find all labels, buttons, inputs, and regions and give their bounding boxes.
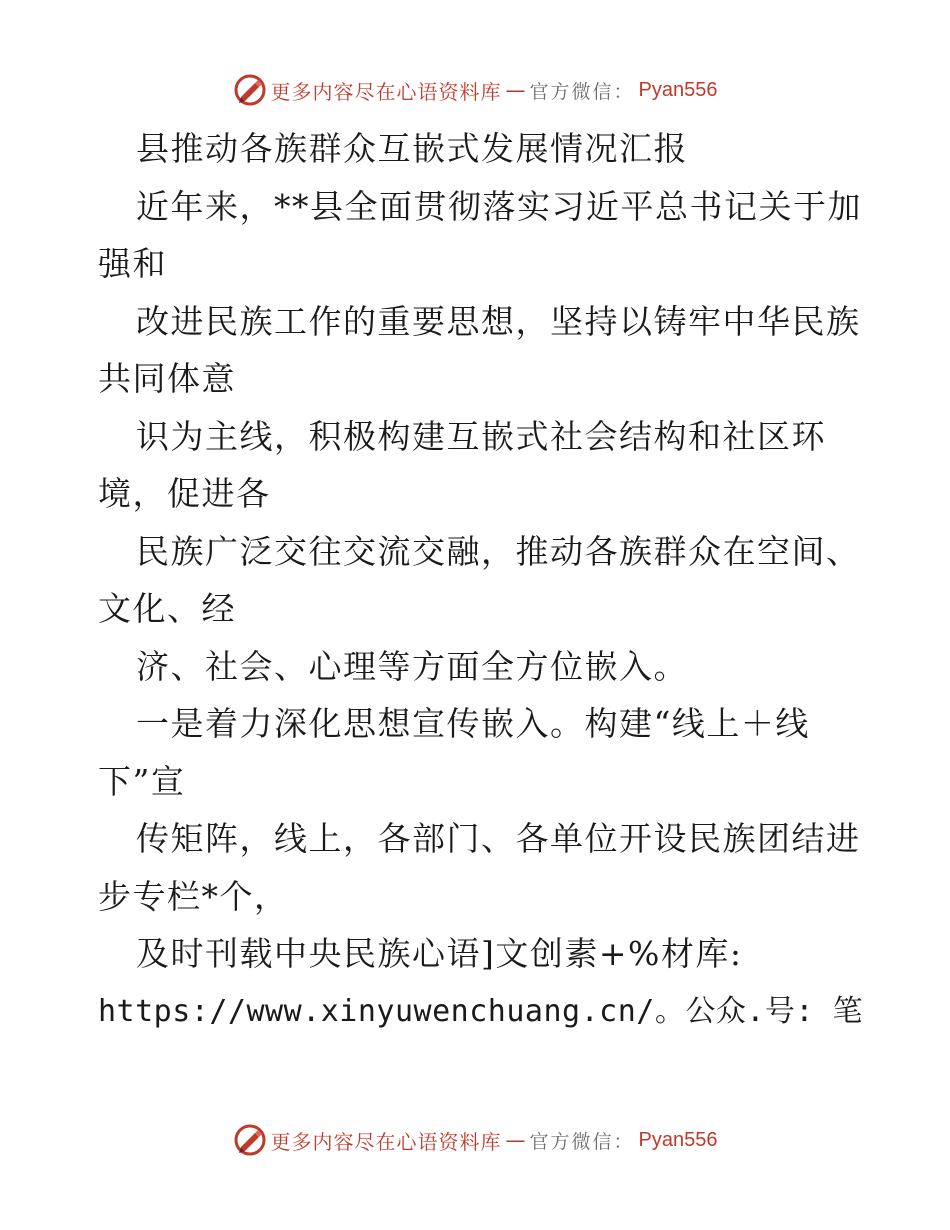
document-title: 县推动各族群众互嵌式发展情况汇报 bbox=[136, 129, 688, 168]
text-line: 济、社会、心理等方面全方位嵌入。 bbox=[136, 646, 688, 686]
banner-wechat-label: 官方微信： bbox=[529, 1130, 635, 1153]
banner-dash: — bbox=[505, 1128, 526, 1152]
text-line: 传矩阵，线上，各部门、各单位开设民族团结进 bbox=[136, 819, 861, 858]
text-line: 强和 bbox=[98, 244, 167, 283]
text-line: 识为主线，积极构建互嵌式社会结构和社区环 bbox=[136, 416, 826, 456]
text-line: 境，促进各 bbox=[98, 474, 271, 513]
text-line: 共同体意 bbox=[98, 359, 236, 398]
text-line: 民族广泛交往交流交融，推动各族群众在空间、 bbox=[136, 531, 861, 571]
banner-slogan: 更多内容尽在心语资料库 bbox=[270, 79, 502, 104]
header-banner bbox=[0, 70, 950, 110]
pen-logo-icon bbox=[233, 1123, 267, 1157]
banner-slogan: 更多内容尽在心语资料库 bbox=[270, 1129, 502, 1154]
text-line: 步专栏*个， bbox=[98, 876, 289, 916]
banner-wechat-id: Pyan556 bbox=[638, 78, 718, 101]
text-line: 改进民族工作的重要思想，坚持以铸牢中华民族 bbox=[136, 301, 861, 341]
pen-logo-icon bbox=[233, 73, 267, 107]
banner-wechat-id: Pyan556 bbox=[638, 1128, 718, 1151]
text-line: 下”宣 bbox=[98, 761, 186, 801]
url-text-line: https://www.xinyuwenchuang.cn/。公众.号: 笔 bbox=[98, 993, 864, 1029]
footer-banner bbox=[0, 1120, 950, 1160]
text-line: 近年来，**县全面贯彻落实习近平总书记关于加 bbox=[136, 186, 862, 226]
banner-wechat-label: 官方微信： bbox=[529, 80, 635, 103]
text-line: 一是着力深化思想宣传嵌入。构建“线上＋线 bbox=[136, 704, 810, 743]
text-line: 及时刊载中央民族心语]文创素+%材库: bbox=[136, 934, 743, 973]
banner-dash: — bbox=[505, 78, 526, 102]
text-line: 文化、经 bbox=[98, 589, 236, 628]
document-body bbox=[98, 120, 864, 1040]
